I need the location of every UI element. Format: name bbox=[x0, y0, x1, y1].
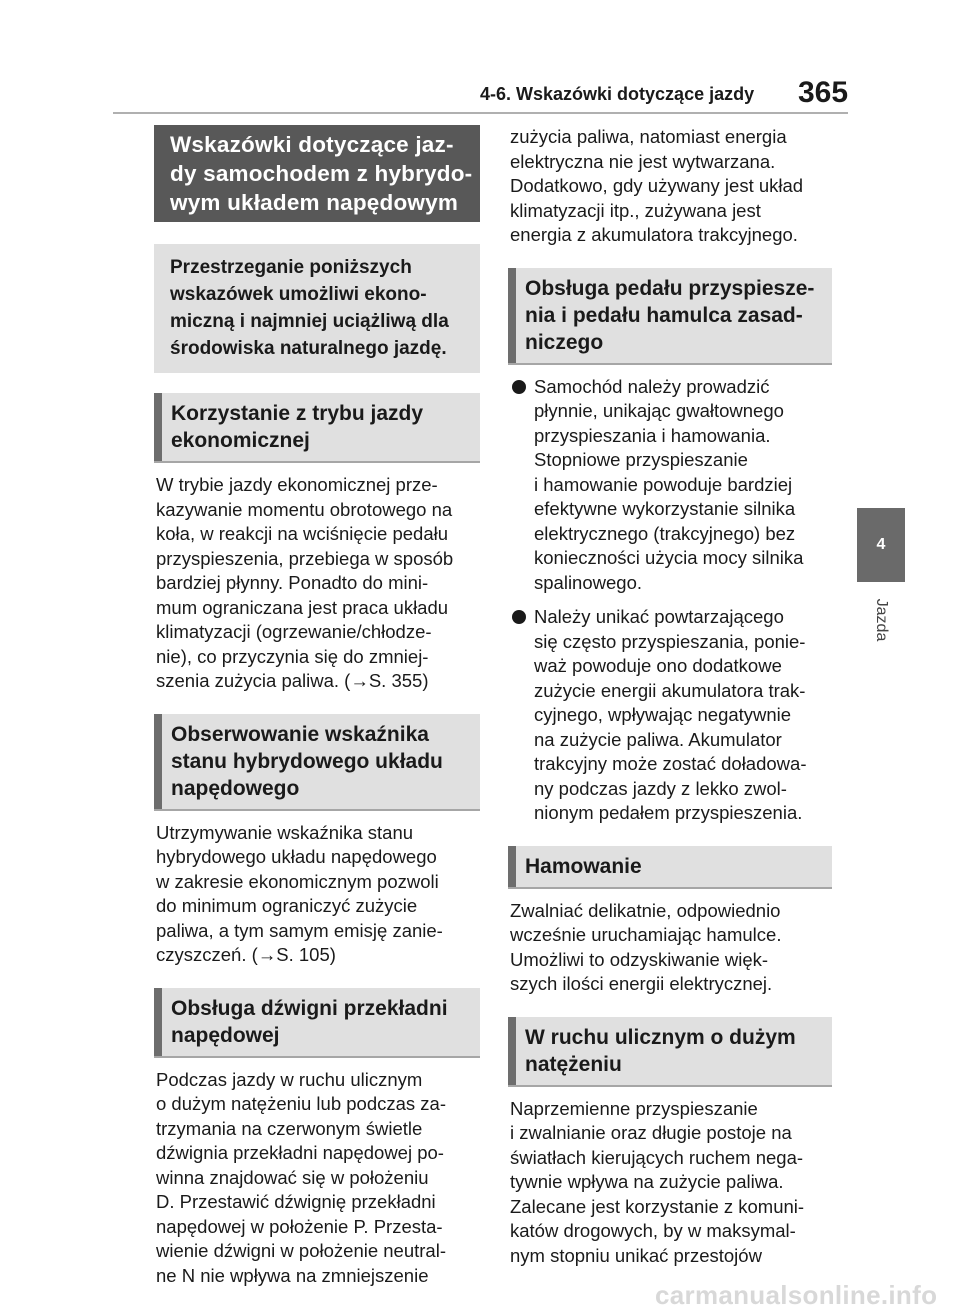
text-line: katów drogowych, by w maksymal- bbox=[510, 1220, 796, 1241]
text-line: do minimum ograniczyć zużycie bbox=[156, 895, 418, 916]
text-line: Dodatkowo, gdy używany jest układ bbox=[510, 175, 804, 196]
text-line: ne N nie wpływa na zmniejszenie bbox=[156, 1264, 429, 1286]
text-line: efektywne wykorzystanie silnika bbox=[534, 498, 796, 519]
section-body-braking bbox=[508, 899, 832, 997]
text-line: dźwignia przekładni napędowej po- bbox=[156, 1142, 444, 1163]
text-line: się często przyspieszania, ponie- bbox=[534, 630, 806, 652]
text-line: nionym pedałem przyspieszenia. bbox=[534, 802, 803, 823]
text-line: o dużym natężeniu lub podczas za- bbox=[156, 1093, 447, 1114]
text-line: Obsługa pedału przyspiesze- bbox=[525, 276, 815, 300]
text-line: Hamowanie bbox=[525, 854, 642, 878]
text-line: Samochód należy prowadzić bbox=[534, 375, 770, 397]
text-line: na zużycie paliwa. Akumulator bbox=[534, 728, 782, 750]
section-body-eco-mode bbox=[154, 473, 480, 694]
text-line: paliwa, a tym samym emisję zanie- bbox=[156, 919, 443, 941]
text-line: Należy unikać powtarzającego bbox=[534, 606, 784, 627]
text-line: Obserwowanie wskaźnika bbox=[171, 722, 429, 746]
header-section-title: 4-6. Wskazówki dotyczące jazdy bbox=[480, 84, 755, 104]
text-line: czyszczeń. (→S. 105) bbox=[156, 944, 336, 965]
heading-marker bbox=[154, 988, 162, 1056]
intro-box bbox=[154, 244, 480, 373]
heading-marker bbox=[154, 393, 162, 461]
text-line: dy samochodem z hybrydo- bbox=[170, 161, 473, 186]
text-line: nym stopniu unikać przestojów bbox=[510, 1244, 762, 1266]
text-line: przyspieszania i hamowania. bbox=[534, 424, 771, 446]
text-line: nie), co przyczynia się do zmniej- bbox=[156, 645, 429, 667]
section-body-heavy-traffic bbox=[508, 1097, 832, 1269]
text-line: W ruchu ulicznym o dużym bbox=[525, 1025, 796, 1049]
chapter-label-vertical: Jazda bbox=[873, 598, 890, 642]
text-line: płynnie, unikając gwałtownego bbox=[534, 400, 784, 421]
text-line: nia i pedału hamulca zasad- bbox=[525, 303, 803, 327]
text-line: elektryczna nie jest wytwarzana. bbox=[510, 150, 776, 172]
header-rule bbox=[113, 112, 848, 114]
heading-marker bbox=[508, 1017, 516, 1085]
text-line: klimatyzacji (ogrzewanie/chłodze- bbox=[156, 621, 432, 642]
text-line: szych ilości energii elektrycznej. bbox=[510, 973, 773, 994]
text-line: wskazówek umożliwi ekono- bbox=[170, 284, 427, 305]
text-line: Obsługa dźwigni przekładni bbox=[171, 996, 448, 1020]
section-heading-pedals bbox=[508, 268, 832, 365]
section-heading-heavy-traffic bbox=[508, 1017, 832, 1087]
text-line: miczną i najmniej uciążliwą dla bbox=[170, 311, 449, 332]
text-line: Korzystanie z trybu jazdy bbox=[171, 402, 424, 425]
text-line: Naprzemienne przyspieszanie bbox=[510, 1097, 758, 1119]
text-line: Zalecane jest korzystanie z komuni- bbox=[510, 1195, 805, 1217]
watermark: carmanualsonline.info bbox=[655, 1280, 938, 1310]
text-line: szenia zużycia paliwa. (→S. 355) bbox=[156, 670, 429, 691]
text-line: W trybie jazdy ekonomicznej prze- bbox=[156, 474, 438, 495]
text-line: trakcyjny może zostać doładowa- bbox=[534, 753, 807, 774]
text-line: i zwalnianie oraz długie postoje na bbox=[510, 1122, 792, 1143]
text-line: cyjnego, wpływając negatywnie bbox=[534, 704, 792, 725]
section-heading-hybrid-indicator bbox=[154, 714, 480, 811]
bullet-item bbox=[508, 375, 832, 596]
text-line: energia z akumulatora trakcyjnego. bbox=[510, 224, 798, 245]
right-column bbox=[508, 125, 832, 1268]
chapter-tab[interactable]: 4 bbox=[857, 508, 905, 582]
text-line: natężeniu bbox=[525, 1052, 622, 1076]
text-line: spalinowego. bbox=[534, 571, 642, 593]
text-line: ny podczas jazdy z lekko zwol- bbox=[534, 777, 787, 799]
text-line: wym układem napędowym bbox=[170, 190, 459, 215]
bullet-dot-icon bbox=[512, 380, 526, 394]
text-line: klimatyzacji itp., zużywana jest bbox=[510, 199, 761, 221]
text-line: Przestrzeganie poniższych bbox=[170, 257, 412, 278]
heading-marker bbox=[508, 846, 516, 887]
text-line: winna znajdować się w położeniu bbox=[156, 1166, 429, 1188]
text-line: napędowej w położenie P. Przesta- bbox=[156, 1215, 443, 1237]
text-line: Umożliwi to odzyskiwanie więk- bbox=[510, 948, 769, 970]
text-line: elektrycznego (trakcyjnego) bez bbox=[534, 522, 796, 544]
chapter-hero-heading bbox=[154, 125, 480, 222]
text-line: stanu hybrydowego układu bbox=[171, 749, 443, 773]
section-heading-shift-lever bbox=[154, 988, 480, 1058]
heading-marker bbox=[508, 268, 516, 363]
text-line: koła, w reakcji na wciśnięcie pedału bbox=[156, 523, 449, 544]
text-line: niczego bbox=[525, 330, 604, 354]
text-line: przyspieszenia, przebiega w sposób bbox=[156, 547, 454, 569]
text-line: waż powoduje ono dodatkowe bbox=[534, 655, 782, 676]
text-line: Zwalniać delikatnie, odpowiednio bbox=[510, 899, 781, 921]
text-line: konieczności użycia mocy silnika bbox=[534, 547, 804, 568]
page-number: 365 bbox=[798, 76, 849, 109]
text-line: Podczas jazdy w ruchu ulicznym bbox=[156, 1068, 423, 1090]
heading-marker bbox=[154, 714, 162, 809]
bullet-dot-icon bbox=[512, 610, 526, 624]
text-line: zużycia paliwa, natomiast energia bbox=[510, 126, 787, 147]
text-line: i hamowanie powoduje bardziej bbox=[534, 473, 793, 495]
text-line: napędowej bbox=[171, 1023, 280, 1047]
text-line: napędowego bbox=[171, 776, 300, 800]
text-line: D. Przestawić dźwignię przekładni bbox=[156, 1191, 436, 1212]
text-line: wcześnie uruchamiając hamulce. bbox=[510, 924, 782, 945]
text-line: hybrydowego układu napędowego bbox=[156, 846, 437, 867]
text-line: światłach kierujących ruchem nega- bbox=[510, 1146, 804, 1168]
text-line: Stopniowe przyspieszanie bbox=[534, 449, 748, 470]
section-heading-eco-mode bbox=[154, 393, 480, 463]
text-line: zużycie energii akumulatora trak- bbox=[534, 679, 806, 701]
text-line: wienie dźwigni w położenie neutral- bbox=[156, 1240, 446, 1261]
text-line: bardziej płynny. Ponadto do mini- bbox=[156, 572, 429, 593]
text-line: środowiska naturalnego jazdę. bbox=[170, 338, 447, 359]
section-heading-braking bbox=[508, 846, 832, 889]
text-line: tywnie wpływa na zużycie paliwa. bbox=[510, 1171, 784, 1192]
text-line: trzymania na czerwonym świetle bbox=[156, 1117, 423, 1139]
continued-body bbox=[508, 125, 832, 248]
text-line: ekonomicznej bbox=[171, 429, 310, 452]
text-line: kazywanie momentu obrotowego na bbox=[156, 498, 453, 520]
left-column bbox=[154, 125, 480, 1288]
text-line: w zakresie ekonomicznym pozwoli bbox=[156, 870, 439, 892]
text-line: Wskazówki dotyczące jaz- bbox=[170, 132, 454, 157]
bullet-item bbox=[508, 605, 832, 826]
section-body-shift-lever bbox=[154, 1068, 480, 1289]
section-body-hybrid-indicator bbox=[154, 821, 480, 968]
text-line: Utrzymywanie wskaźnika stanu bbox=[156, 821, 414, 843]
text-line: mum ograniczana jest praca układu bbox=[156, 596, 449, 618]
